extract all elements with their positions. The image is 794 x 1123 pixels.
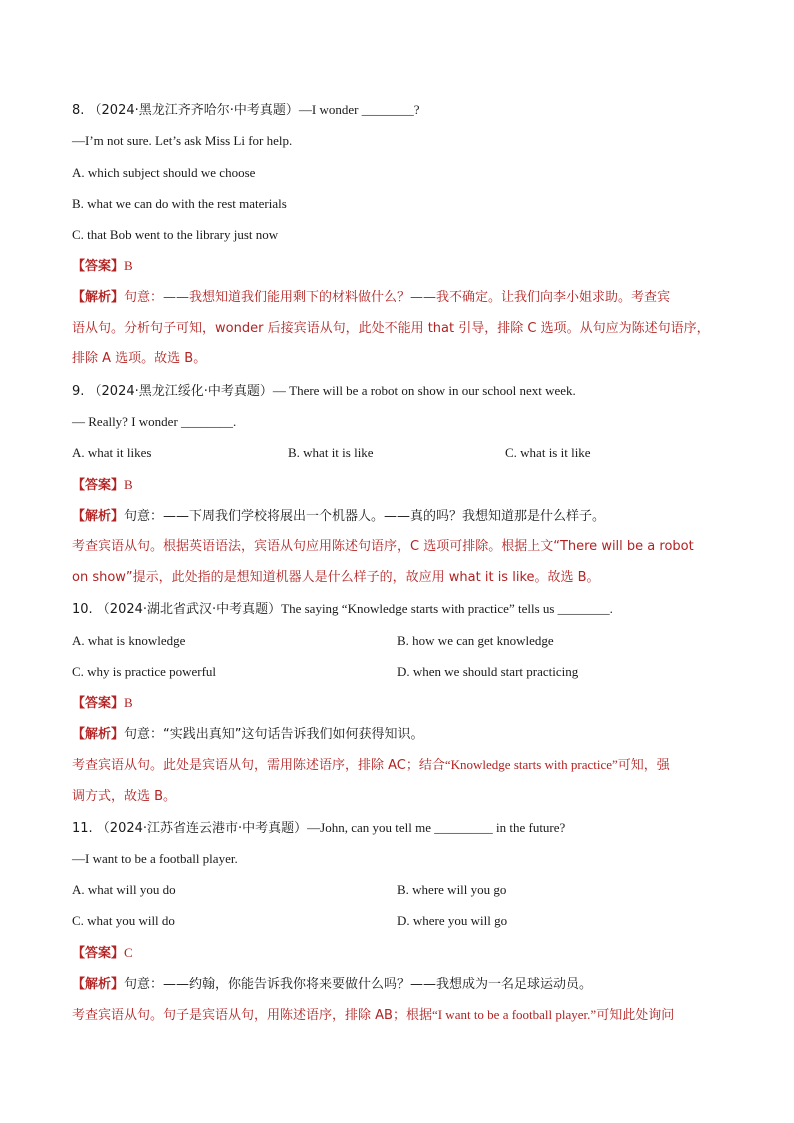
- option-c: C. why is practice powerful: [72, 664, 217, 679]
- question-11-stem: [72, 819, 565, 838]
- analysis-tag: 【解析】: [72, 290, 125, 305]
- analysis-line: [72, 507, 605, 526]
- analysis-text: 句意：“实践出真知”这句话告诉我们如何获得知识。: [124, 727, 424, 742]
- analysis-line: [72, 975, 592, 994]
- answer-tag: 【答案】: [72, 696, 125, 711]
- analysis-text: 句意：——约翰，你能告诉我你将来要做什么吗？——我想成为一名足球运动员。: [124, 977, 593, 992]
- answer-tag: 【答案】: [72, 478, 125, 493]
- answer-line: [72, 944, 133, 963]
- analysis-tag: 【解析】: [72, 727, 125, 742]
- question-text: —I wonder ________?: [298, 102, 420, 117]
- question-8-stem: [72, 101, 419, 120]
- option-a: A. what it likes: [72, 445, 152, 460]
- option-b: B. where will you go: [397, 882, 507, 897]
- question-text: —John, can you tell me _________ in the future?: [307, 820, 566, 835]
- question-9-stem: [72, 382, 576, 401]
- analysis-text: “Knowledge starts with practice”: [444, 757, 618, 772]
- option-d: D. when we should start practicing: [397, 664, 579, 679]
- analysis-tag: 【解析】: [72, 977, 125, 992]
- analysis-text: 调方式，故选 B。: [72, 789, 177, 804]
- analysis-text: 考查宾语从句。根据英语语法，宾语从句应用陈述句语序，C 选项可排除。根据上文“There will be a robot: [72, 539, 694, 554]
- option-b: B. how we can get knowledge: [397, 633, 554, 648]
- analysis-text: 可知此处询问: [596, 1008, 675, 1023]
- question-10-stem: [72, 600, 613, 619]
- analysis-text: 语从句。分析句子可知，: [72, 321, 216, 336]
- analysis-tag: 【解析】: [72, 509, 125, 524]
- analysis-line: [72, 725, 424, 744]
- answer-value: B: [124, 695, 133, 710]
- answer-tag: 【答案】: [72, 946, 125, 961]
- option-c: C. what you will do: [72, 913, 175, 928]
- question-source: 8. （2024·黑龙江齐齐哈尔·中考真题）: [72, 103, 299, 118]
- question-source: 11. （2024·江苏省连云港市·中考真题）: [72, 821, 308, 836]
- analysis-text: wonder 后接宾语从句，此处不能用 that 引导，排除 C 选项。从句应为陈述句语序，: [215, 321, 710, 336]
- answer-line: [72, 694, 133, 713]
- analysis-text: 句意：——我想知道我们能用剩下的材料做什么？——我不确定。让我们向李小姐求助。考查宾: [124, 290, 671, 305]
- answer-value: C: [124, 945, 133, 960]
- option-a: A. what is knowledge: [72, 633, 186, 648]
- option-d: D. where you will go: [397, 913, 508, 928]
- analysis-line: [72, 1006, 674, 1025]
- analysis-text: 句意：——下周我们学校将展出一个机器人。——真的吗？我想知道那是什么样子。: [124, 509, 606, 524]
- answer-value: B: [124, 477, 133, 492]
- option-a: A. what will you do: [72, 882, 176, 897]
- answer-value: B: [124, 258, 133, 273]
- analysis-text: 考查宾语从句。此处是宾语从句，需用陈述语序，排除 AC；结合: [72, 758, 445, 773]
- question-source: 10. （2024·湖北省武汉·中考真题）: [72, 602, 282, 617]
- question-text: The saying “Knowledge starts with practice” tells us ________.: [281, 601, 613, 616]
- analysis-text: on show”提示，此处指的是想知道机器人是什么样子的，故应用 what it is like。故选 B。: [72, 570, 600, 585]
- answer-line: [72, 476, 133, 495]
- question-9-reply: — Really? I wonder ________.: [72, 414, 237, 429]
- answer-tag: 【答案】: [72, 259, 125, 274]
- question-source: 9. （2024·黑龙江绥化·中考真题）: [72, 384, 273, 399]
- analysis-text: 排除 A 选项。故选 B。: [72, 351, 207, 366]
- analysis-line: [72, 319, 710, 338]
- analysis-text: 可知，强: [617, 758, 670, 773]
- option-b: B. what it is like: [288, 445, 374, 460]
- question-11-reply: —I want to be a football player.: [72, 851, 238, 866]
- analysis-text: 考查宾语从句。句子是宾语从句，用陈述语序，排除 AB；根据: [72, 1008, 432, 1023]
- option-a: A. which subject should we choose: [72, 165, 256, 180]
- question-8-reply: —I’m not sure. Let’s ask Miss Li for help.: [72, 133, 293, 148]
- analysis-line: [72, 756, 670, 775]
- answer-line: [72, 257, 133, 276]
- analysis-text: “I want to be a football player.”: [431, 1007, 597, 1022]
- option-b: B. what we can do with the rest materials: [72, 196, 287, 211]
- option-c: C. what is it like: [505, 445, 591, 460]
- analysis-line: [72, 288, 670, 307]
- option-c: C. that Bob went to the library just now: [72, 227, 279, 242]
- question-text: — There will be a robot on show in our school next week.: [272, 383, 576, 398]
